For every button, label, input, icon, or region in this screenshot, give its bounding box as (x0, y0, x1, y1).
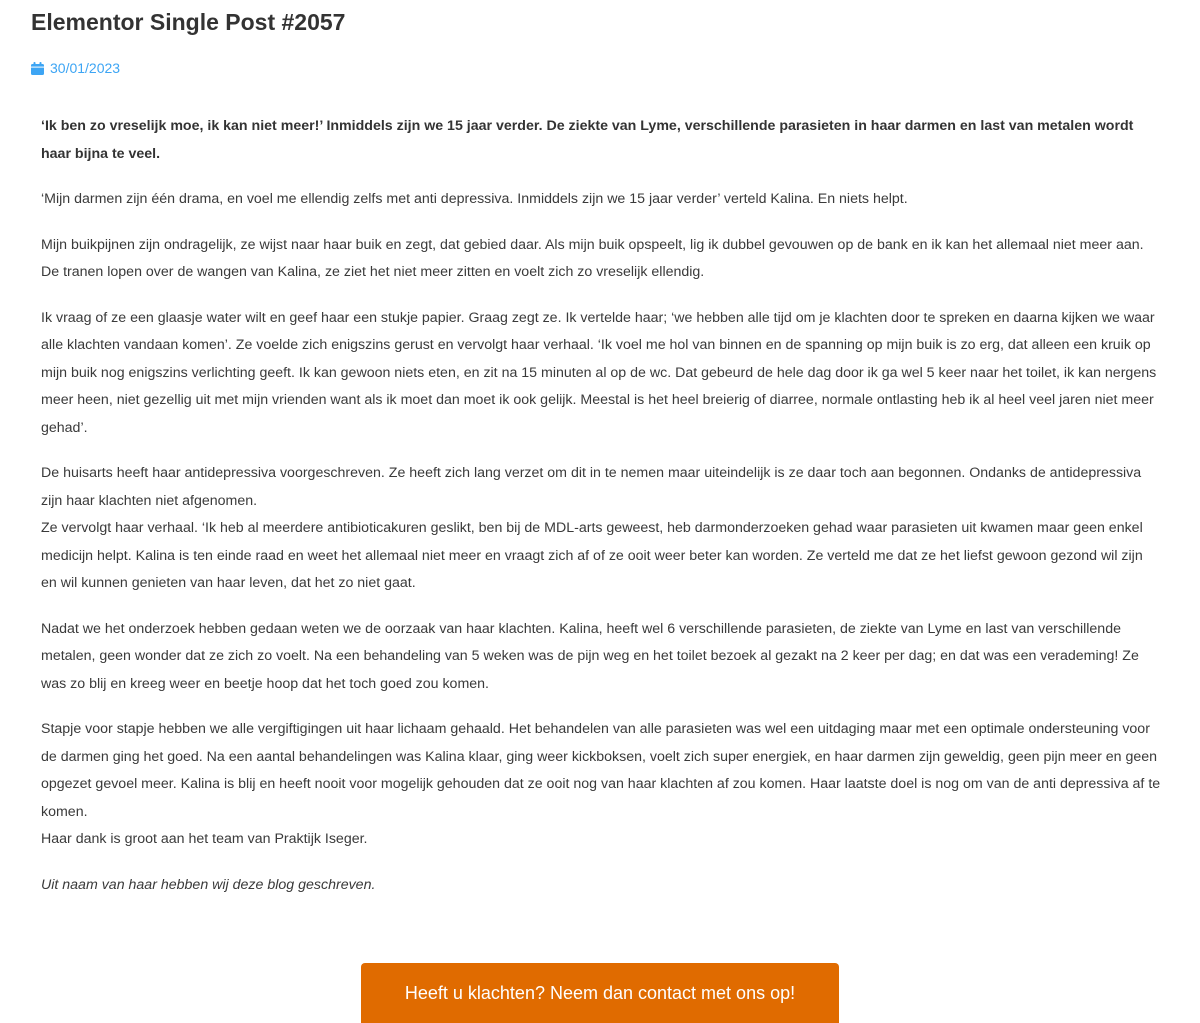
article-paragraph: Mijn buikpijnen zijn ondragelijk, ze wijst naar haar buik en zegt, dat gebied daar. Als mijn buik opspeelt, lig ik dubbel gevouwen op de bank en ik kan het allemaal niet meer aan. De tranen lopen over de wangen van Kalina, ze ziet het niet meer zitten en voelt zich zo vreselijk ellendig. (41, 236, 1144, 280)
article-paragraph: ‘Mijn darmen zijn één drama, en voel me ellendig zelfs met anti depressiva. Inmiddels zijn we 15 jaar verder’ verteld Kalina. En niets helpt. (41, 191, 908, 207)
post-date-text: 30/01/2023 (50, 60, 121, 76)
article-paragraph-line: De huisarts heeft haar antidepressiva voorgeschreven. Ze heeft zich lang verzet om dit in te nemen maar uiteindelijk is ze daar toch aan begonnen. Ondanks de antidepressiva zijn haar klachten niet afgenomen. (41, 465, 1142, 509)
article-paragraph: Ik vraag of ze een glaasje water wilt en geef haar een stukje papier. Graag zegt ze. Ik vertelde haar; ‘we hebben alle tijd om je klachten door te spreken en daarna kijken we waar alle klachten vandaan komen’. Ze voelde zich enigszins gerust en vervolgt haar verhaal. ‘Ik voel me hol van binnen en de spanning op mijn buik is zo erg, dat alleen een kruik op mijn buik nog enigszins verlichting geeft. Ik kan gewoon niets eten, en zit na 15 minuten al op de wc. Dat gebeurd de hele dag door ik ga wel 5 keer naar het toilet, ik kan nergens meer heen, niet gezellig uit met mijn vrienden want als ik moet dan moet ik ook gelijk. Meestal is het heel breierig of diarree, normale ontlasting heb ik al heel veel jaren niet meer gehad’. (41, 309, 1157, 436)
post-content (41, 113, 1161, 917)
article-paragraph-line: Ze vervolgt haar verhaal. ‘Ik heb al meerdere antibioticakuren geslikt, ben bij de MDL-arts geweest, heb darmonderzoeken gehad waar parasieten uit kwamen maar geen enkel medicijn helpt. Kalina is ten einde raad en weet het allemaal niet meer en vraagt zich af of ze ooit weer beter kan worden. Ze verteld me dat ze het liefst gewoon gezond wil zijn en wil kunnen genieten van haar leven, dat het zo niet gaat. (41, 520, 1143, 591)
article-paragraph (41, 716, 1161, 854)
article-paragraph-line: Stapje voor stapje hebben we alle vergiftigingen uit haar lichaam gehaald. Het behandelen van alle parasieten was wel een uitdaging maar met een optimale ondersteuning voor de darmen ging het goed. Na een aantal behandelingen was Kalina klaar, ging weer kickboksen, voelt zich super energiek, en haar darmen zijn geweldig, geen pijn meer en geen opgezet gevoel meer. Kalina is blij en heeft nooit voor mogelijk gehouden dat ze ooit nog van haar klachten af zou komen. Haar laatste doel is nog om van de anti depressiva af te komen. (41, 721, 1161, 820)
article-paragraph-line: Haar dank is groot aan het team van Praktijk Iseger. (41, 831, 368, 847)
page-title: Elementor Single Post #2057 (31, 9, 346, 35)
article-signoff: Uit naam van haar hebben wij deze blog geschreven. (41, 876, 376, 893)
calendar-icon (31, 62, 44, 75)
contact-cta-button[interactable]: Heeft u klachten? Neem dan contact met ons op! (361, 963, 839, 1023)
article-lead: ‘Ik ben zo vreselijk moe, ik kan niet meer!’ Inmiddels zijn we 15 jaar verder. De ziekte van Lyme, verschillende parasieten in haar darmen en last van metalen wordt haar bijna te veel. (41, 118, 1134, 162)
article-paragraph: Nadat we het onderzoek hebben gedaan weten we de oorzaak van haar klachten. Kalina, heeft wel 6 verschillende parasieten, de ziekte van Lyme en last van verschillende metalen, geen wonder dat ze zich zo voelt. Na een behandeling van 5 weken was de pijn weg en het toilet bezoek al gezakt na 2 keer per dag; en dat was een verademing! Ze was zo blij en kreeg weer en beetje hoop dat het toch goed zou komen. (41, 620, 1139, 692)
post-date (31, 58, 120, 78)
article-paragraph (41, 460, 1161, 598)
cta-section (0, 963, 1200, 1023)
